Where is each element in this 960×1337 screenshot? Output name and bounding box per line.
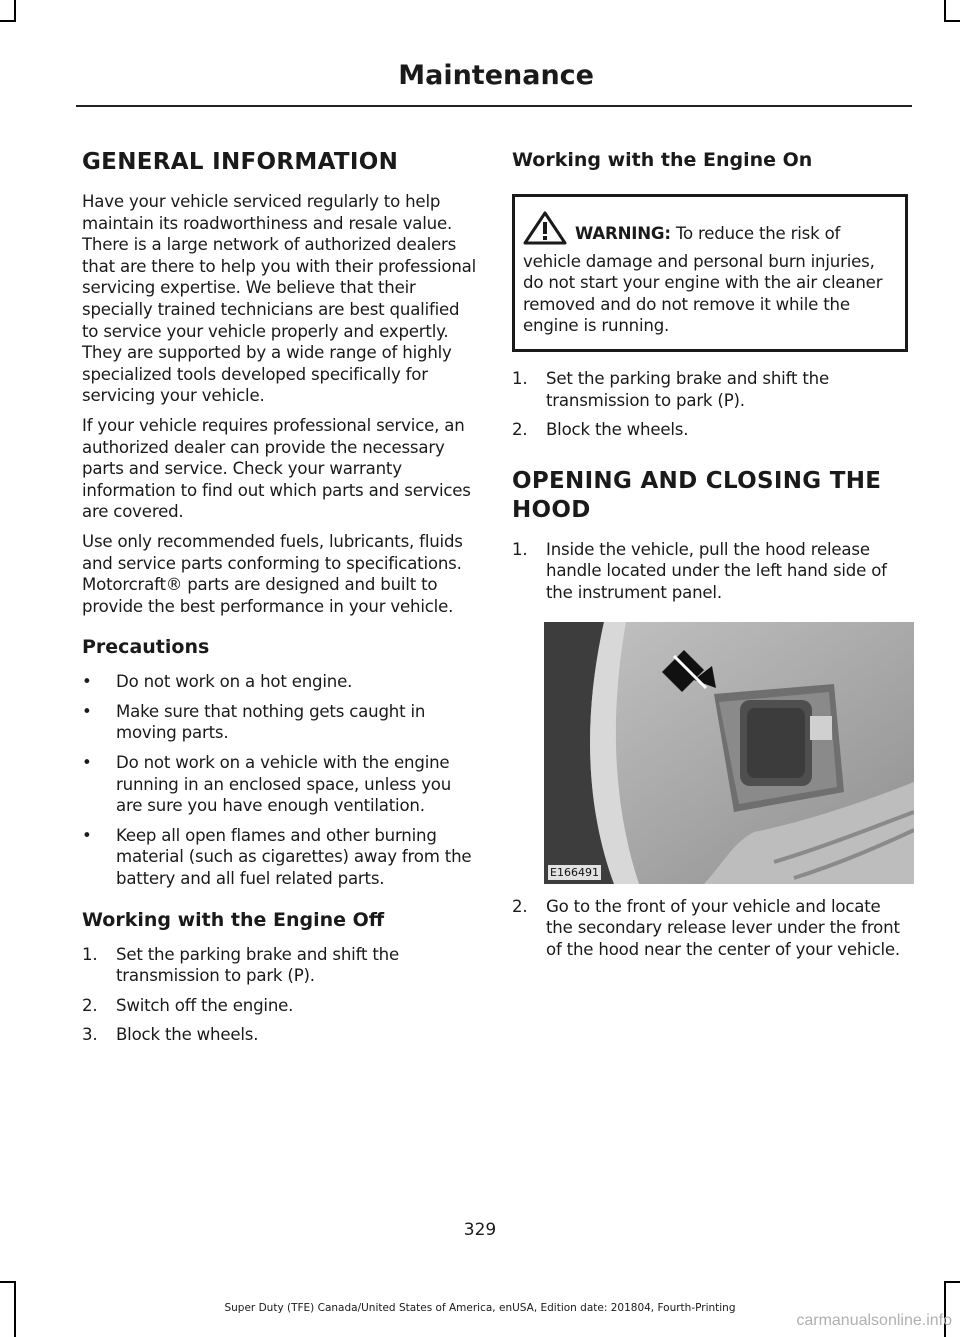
list-item: [82, 995, 478, 1017]
step-text: Set the parking brake and shift the transmission to park (P).: [546, 368, 829, 410]
general-paragraph-2: If your vehicle requires professional service, an authorized dealer can provide the necessary parts and service. Check your warranty information to find out which parts and services are covered.: [82, 415, 471, 522]
list-item: [512, 368, 908, 411]
general-paragraph-1: Have your vehicle serviced regularly to help maintain its roadworthiness and resale value. There is a large network of authorized dealers that are there to help you with their professional servicing expertise. We believe that their specially trained technicians are best qualified to service your vehicle properly and expertly. They are supported by a wide range of highly specialized tools developed specifically for servicing your vehicle.: [82, 192, 477, 406]
crop-mark: [0, 20, 16, 22]
general-information-heading: GENERAL INFORMATION: [82, 149, 399, 175]
engine-off-heading: Working with the Engine Off: [82, 908, 385, 931]
step-text: Block the wheels.: [116, 1025, 259, 1045]
page-number: 329: [463, 1220, 497, 1240]
list-item: [512, 419, 908, 441]
crop-mark: [944, 0, 946, 22]
step-text: Set the parking brake and shift the transmission to park (P).: [116, 944, 399, 986]
precautions-heading: Precautions: [82, 636, 210, 659]
step-number: 1.: [512, 368, 528, 388]
step-text: Block the wheels.: [546, 420, 689, 440]
step-number: 2.: [82, 995, 98, 1015]
list-item: [82, 1024, 478, 1046]
step-text: Switch off the engine.: [116, 995, 294, 1015]
footer-edition-text: Super Duty (TFE) Canada/United States of America, enUSA, Edition date: 201804, Fourth-Printing: [224, 1302, 736, 1314]
precautions-list: [82, 671, 478, 889]
warning-label: WARNING:: [575, 224, 671, 243]
engine-on-heading: Working with the Engine On: [512, 149, 813, 171]
crop-mark: [0, 1281, 16, 1283]
list-item: • Keep all open flames and other burning material (such as cigarettes) away from the battery and all fuel related parts.: [82, 825, 478, 890]
step-text: Inside the vehicle, pull the hood release handle located under the left hand side of the instrument panel.: [546, 539, 887, 602]
list-item: [82, 944, 478, 987]
list-item: [512, 896, 908, 961]
right-column: [512, 140, 908, 968]
step-number: 1.: [512, 539, 528, 559]
watermark: carmanualsonline.info: [796, 1312, 952, 1329]
figure-code: E166491: [550, 865, 599, 879]
step-number: 1.: [82, 944, 98, 964]
list-item: • Do not work on a vehicle with the engine running in an enclosed space, unless you are sure you have enough ventilation.: [82, 752, 478, 817]
engine-off-steps: [82, 944, 478, 1046]
hood-heading-line-2: HOOD: [512, 496, 591, 523]
step-number: 2.: [512, 420, 528, 440]
crop-mark: [14, 0, 16, 22]
step-number: 2.: [512, 896, 528, 916]
step-text: Go to the front of your vehicle and locate the secondary release lever under the front of the hood near the center of your vehicle.: [546, 896, 900, 959]
hood-steps-continued: [512, 896, 908, 961]
hood-heading-line-1: OPENING AND CLOSING THE: [512, 467, 882, 494]
step-number: 3.: [82, 1025, 98, 1045]
engine-on-steps: [512, 368, 908, 441]
warning-box: [512, 194, 908, 352]
left-column: [82, 140, 478, 1054]
header-divider: [76, 105, 912, 107]
crop-mark: [944, 1281, 960, 1283]
list-item: • Make sure that nothing gets caught in moving parts.: [82, 701, 478, 744]
hood-steps: [512, 539, 908, 604]
hood-release-handle-image: [544, 622, 914, 884]
hood-release-illustration: [544, 622, 914, 884]
page-title: Maintenance: [398, 60, 594, 91]
list-item: [512, 539, 908, 604]
list-item: • Do not work on a hot engine.: [82, 671, 478, 693]
warning-triangle-icon: [523, 211, 575, 251]
general-paragraph-3: Use only recommended fuels, lubricants, fluids and service parts conforming to specifications. Motorcraft® parts are designed and built to provide the best performance in your vehicle.: [82, 531, 463, 616]
warning-text: To reduce the risk of vehicle damage and personal burn injuries, do not start your engine with the air cleaner removed and do not remove it while the engine is running.: [523, 224, 883, 336]
crop-mark: [944, 20, 960, 22]
